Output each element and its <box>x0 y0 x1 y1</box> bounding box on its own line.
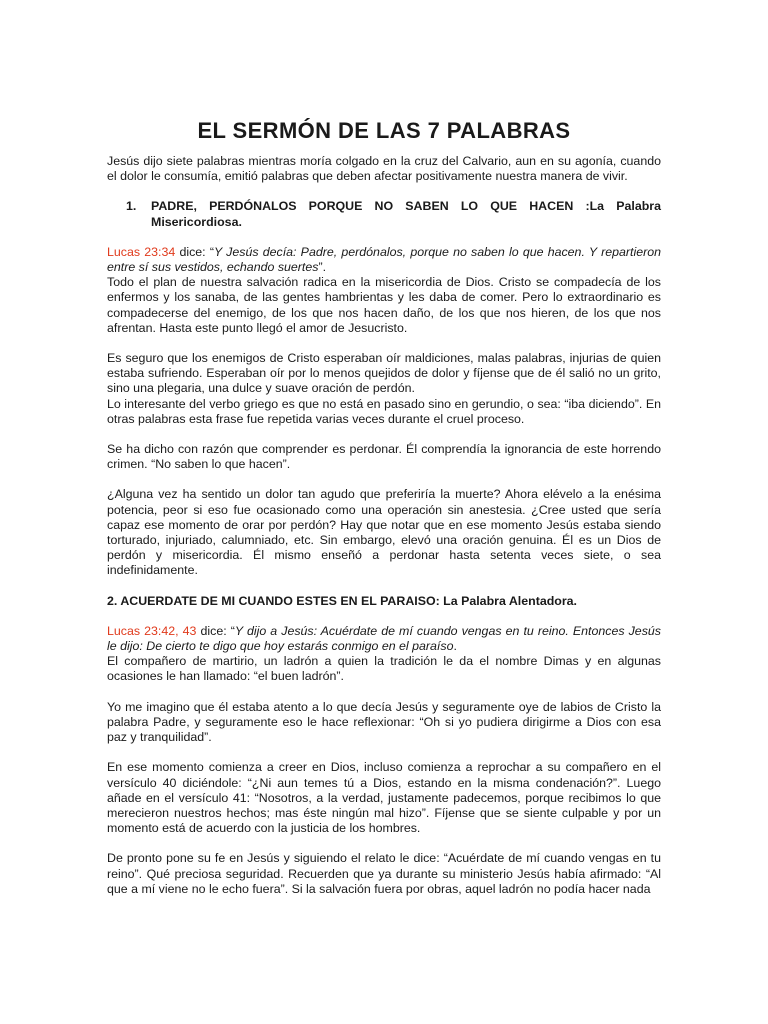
intro-paragraph: Jesús dijo siete palabras mientras moría colgado en la cruz del Calvario, aun en su agonía, cuando el dolor le consumía, emitió palabras que deben afectar positivamente nuestra manera de vivir. <box>107 154 661 184</box>
section-1-paragraph-2: Es seguro que los enemigos de Cristo esperaban oír maldiciones, malas palabras, injurias de quien estaba sufriendo. Esperaban oír por lo menos quejidos de dolor y fíjense que de él salió no un grito, sino una plegaria, una dulce y suave oración de perdón. <box>107 351 661 396</box>
section-1-number: 1. <box>126 199 137 214</box>
scripture-quote: Y Jesús decía: Padre, perdónalos, porque no saben lo que hacen. Y repartieron entre sí sus vestidos, echando suertes <box>107 244 662 275</box>
document-body <box>107 154 661 897</box>
section-1-scripture <box>107 245 661 275</box>
section-2-heading: 2. ACUERDATE DE MI CUANDO ESTES EN EL PARAISO: La Palabra Alentadora. <box>107 593 578 608</box>
section-1-paragraph-4: Se ha dicho con razón que comprender es perdonar. Él comprendía la ignorancia de este horrendo crimen. “No saben lo que hacen”. <box>107 442 661 472</box>
dice-text: dice: “ <box>175 244 214 259</box>
scripture-reference-link[interactable]: Lucas 23:42, 43 <box>107 623 197 638</box>
section-1-paragraph-5: ¿Alguna vez ha sentido un dolor tan agudo que preferiría la muerte? Ahora elévelo a la enésima potencia, peor si eso fue ocasionado como una operación sin anestesia. ¿Cree usted que sería capaz ese momento de orar por perdón? Hay que notar que en ese momento Jesús estaba siendo torturado, injuriado, calumniado, etc. Sin embargo, elevó una oración genuina. Él es un Dios de perdón y misericordia. Él mismo enseñó a perdonar hasta setenta veces siete, o sea indefinidamente. <box>107 487 661 578</box>
section-2-scripture <box>107 624 661 654</box>
quote-close: . <box>453 639 457 654</box>
section-1-paragraph-1: Todo el plan de nuestra salvación radica en la misericordia de Dios. Cristo se compadecía de los enfermos y los sanaba, de las gentes hambrientas y les daba de comer. Pero lo extraordinario es compadecerse del enemigo, de los que nos hacen daño, de los que nos hieren, de los que nos afrentan. Hasta este punto llegó el amor de Jesucristo. <box>107 275 661 335</box>
scripture-reference-link[interactable]: Lucas 23:34 <box>107 244 176 259</box>
dice-text: dice: “ <box>196 623 235 638</box>
quote-close: ”. <box>318 260 327 275</box>
section-2-paragraph-4: De pronto pone su fe en Jesús y siguiendo el relato le dice: “Acuérdate de mí cuando vengas en tu reino”. Qué preciosa seguridad. Recuerden que ya durante su ministerio Jesús había afirmado: “Al que a mí viene no le echo fuera”. Si la salvación fuera por obras, aquel ladrón no podía hacer nada <box>107 851 661 896</box>
section-2-paragraph-1: El compañero de martirio, un ladrón a quien la tradición le da el nombre Dimas y en algunas ocasiones le han llamado: “el buen ladrón”. <box>107 654 661 684</box>
section-1-paragraph-3: Lo interesante del verbo griego es que no está en pasado sino en gerundio, o sea: “iba diciendo”. En otras palabras esta frase fue repetida varias veces durante el cruel proceso. <box>107 396 661 426</box>
section-1-heading <box>126 199 661 229</box>
document-title: EL SERMÓN DE LAS 7 PALABRAS <box>197 118 571 143</box>
section-2-paragraph-2: Yo me imagino que él estaba atento a lo que decía Jesús y seguramente oye de labios de Cristo la palabra Padre, y seguramente eso le hace reflexionar: “Oh si yo pudiera dirigirme a Dios con esa paz y tranquilidad”. <box>107 699 661 745</box>
scripture-quote: Y dijo a Jesús: Acuérdate de mí cuando vengas en tu reino. Entonces Jesús le dijo: De cierto te digo que hoy estarás conmigo en el paraíso <box>107 623 661 654</box>
section-1-heading-text: PADRE, PERDÓNALOS PORQUE NO SABEN LO QUE HACEN :La Palabra Misericordiosa. <box>151 199 661 229</box>
section-2-paragraph-3: En ese momento comienza a creer en Dios, incluso comienza a reprochar a su compañero en el versículo 40 diciéndole: “¿Ni aun temes tú a Dios, estando en la misma condenación?”. Luego añade en el versículo 41: “Nosotros, a la verdad, justamente padecemos, porque recibimos lo que merecieron nuestros hechos; mas éste ningún mal hizo”. Fíjense que se siente culpable y por un momento está de acuerdo con la justicia de los hombres. <box>107 760 661 836</box>
